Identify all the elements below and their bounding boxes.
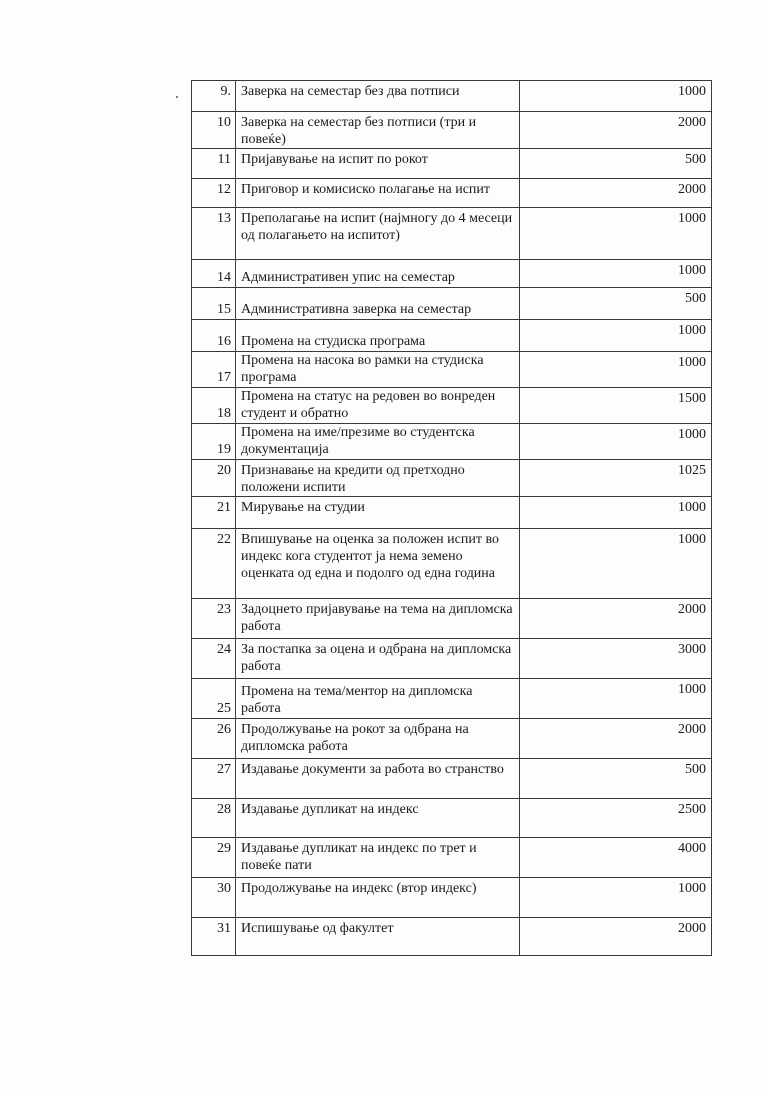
fee-amount: 500 (520, 288, 712, 320)
fee-description: Промена на насока во рамки на студиска програма (236, 352, 520, 388)
fee-amount: 1000 (520, 424, 712, 460)
fee-description: Административна заверка на семестар (236, 288, 520, 320)
table-row (192, 918, 712, 956)
fee-amount: 1000 (520, 529, 712, 599)
fee-description: За постапка за оцена и одбрана на дипломска работа (236, 639, 520, 679)
table-row (192, 497, 712, 529)
table-row (192, 208, 712, 260)
fee-amount: 2000 (520, 918, 712, 956)
row-number: 14 (192, 260, 236, 288)
fee-table-body (192, 81, 712, 956)
table-row (192, 759, 712, 799)
table-row (192, 81, 712, 112)
table-row (192, 288, 712, 320)
row-number: 12 (192, 179, 236, 208)
table-row (192, 679, 712, 719)
fee-amount: 1000 (520, 352, 712, 388)
fee-description: Испишување од факултет (236, 918, 520, 956)
fee-amount: 1500 (520, 388, 712, 424)
fee-amount: 500 (520, 149, 712, 179)
table-row (192, 260, 712, 288)
fee-amount: 3000 (520, 639, 712, 679)
fee-description: Мирување на студии (236, 497, 520, 529)
fee-amount: 1000 (520, 260, 712, 288)
row-number: 13 (192, 208, 236, 260)
fee-description: Заверка на семестар без два потписи (236, 81, 520, 112)
fee-amount: 1000 (520, 320, 712, 352)
fee-description: Приговор и комисиско полагање на испит (236, 179, 520, 208)
row-number: 25 (192, 679, 236, 719)
fee-amount: 2000 (520, 179, 712, 208)
fee-amount: 1000 (520, 679, 712, 719)
table-row (192, 838, 712, 878)
row-number: 10 (192, 112, 236, 149)
table-row (192, 719, 712, 759)
fee-description: Пријавување на испит по рокот (236, 149, 520, 179)
table-row (192, 149, 712, 179)
fee-amount: 4000 (520, 838, 712, 878)
fee-description: Заверка на семестар без потписи (три и повеќе) (236, 112, 520, 149)
table-row (192, 639, 712, 679)
fee-description: Издавање дупликат на индекс по трет и повеќе пати (236, 838, 520, 878)
table-row (192, 878, 712, 918)
fee-amount: 1000 (520, 497, 712, 529)
row-number: 29 (192, 838, 236, 878)
row-number: 30 (192, 878, 236, 918)
fee-description: Задоцнето пријавување на тема на дипломска работа (236, 599, 520, 639)
fee-description: Издавање дупликат на индекс (236, 799, 520, 838)
fee-description: Промена на тема/ментор на дипломска работа (236, 679, 520, 719)
fee-amount: 1000 (520, 81, 712, 112)
fee-amount: 1000 (520, 208, 712, 260)
row-number: 11 (192, 149, 236, 179)
fee-table (191, 80, 712, 956)
fee-amount: 2000 (520, 599, 712, 639)
row-number: 22 (192, 529, 236, 599)
fee-description: Промена на студиска програма (236, 320, 520, 352)
table-row (192, 599, 712, 639)
fee-description: Административен упис на семестар (236, 260, 520, 288)
fee-description: Впишување на оценка за положен испит во индекс кога студентот ја нема земено оценката од една и подолго од една година (236, 529, 520, 599)
row-number: 17 (192, 352, 236, 388)
fee-amount: 2000 (520, 112, 712, 149)
table-row (192, 529, 712, 599)
fee-description: Признавање на кредити од претходно положени испити (236, 460, 520, 497)
table-row (192, 799, 712, 838)
table-row (192, 320, 712, 352)
row-number: 21 (192, 497, 236, 529)
fee-amount: 1000 (520, 878, 712, 918)
fee-amount: 500 (520, 759, 712, 799)
row-number: 19 (192, 424, 236, 460)
row-number: 20 (192, 460, 236, 497)
table-row (192, 352, 712, 388)
fee-description: Промена на име/презиме во студентска документација (236, 424, 520, 460)
row-number: 27 (192, 759, 236, 799)
fee-description: Издавање документи за работа во странство (236, 759, 520, 799)
row-number: 18 (192, 388, 236, 424)
fee-description: Продолжување на индекс (втор индекс) (236, 878, 520, 918)
table-row (192, 179, 712, 208)
row-number: 26 (192, 719, 236, 759)
row-number: 9. (192, 81, 236, 112)
table-row (192, 460, 712, 497)
row-number: 24 (192, 639, 236, 679)
row-number: 31 (192, 918, 236, 956)
table-row (192, 112, 712, 149)
fee-description: Продолжување на рокот за одбрана на дипломска работа (236, 719, 520, 759)
table-row (192, 424, 712, 460)
fee-description: Преполагање на испит (најмногу до 4 месеци од полагањето на испитот) (236, 208, 520, 260)
row-number: 16 (192, 320, 236, 352)
row-number: 15 (192, 288, 236, 320)
row-number: 28 (192, 799, 236, 838)
row-number: 23 (192, 599, 236, 639)
fee-description: Промена на статус на редовен во вонреден студент и обратно (236, 388, 520, 424)
fee-amount: 2500 (520, 799, 712, 838)
fee-amount: 2000 (520, 719, 712, 759)
table-row (192, 388, 712, 424)
scan-speck (176, 96, 178, 98)
fee-amount: 1025 (520, 460, 712, 497)
